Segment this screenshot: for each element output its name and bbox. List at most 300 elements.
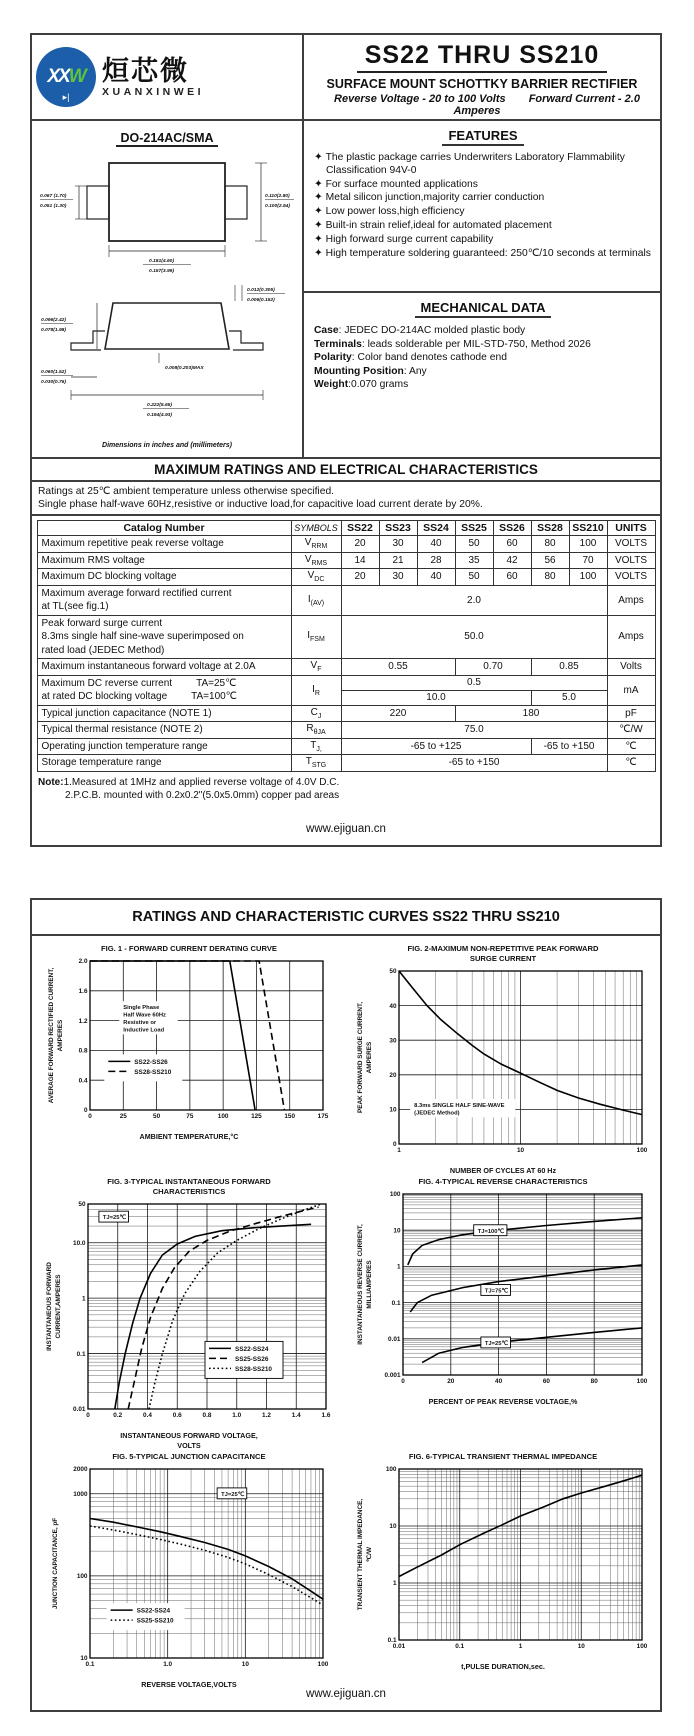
value-cell: 5.0 <box>531 690 607 705</box>
mechanical-key: Terminals <box>314 338 362 350</box>
value-cell: 30 <box>379 569 417 586</box>
row-label <box>37 722 291 739</box>
figure-1-forward-current-derating <box>44 944 334 1141</box>
column-header: SS210 <box>569 521 607 536</box>
label-text: Maximum average forward rectified current <box>41 587 232 599</box>
mechanical-row-4 <box>314 365 652 379</box>
note-1 <box>38 776 654 789</box>
package-name: DO-214AC/SMA <box>116 131 217 147</box>
package-outline-section <box>32 121 304 457</box>
feature-item-5 <box>314 220 652 233</box>
svg-text:0.1: 0.1 <box>85 1661 95 1668</box>
table-header-row <box>37 521 655 536</box>
feature-item-2 <box>314 179 652 192</box>
value-cell: 70 <box>569 552 607 569</box>
ratings-table <box>37 520 656 772</box>
row-label <box>37 755 291 772</box>
value-cell: 14 <box>341 552 379 569</box>
svg-text:0.2: 0.2 <box>112 1412 122 1419</box>
column-header: UNITS <box>607 521 655 536</box>
svg-text:75: 75 <box>186 1113 194 1120</box>
charts-grid <box>32 936 660 1689</box>
features-heading: FEATURES <box>442 128 523 146</box>
feature-item-6 <box>314 234 652 247</box>
header <box>32 35 660 121</box>
table-row <box>37 659 655 676</box>
forward-current-rating: Forward Current - 2.0 Amperes <box>453 93 640 117</box>
brand-name-latin: XUANXINWEI <box>102 86 205 98</box>
ratings-condition-1: Ratings at 25℃ ambient temperature unless otherwise specified. <box>38 486 335 497</box>
symbol-cell: $R_{\theta JA}$ <box>291 722 341 739</box>
value-cell: 0.5 <box>341 675 607 690</box>
value-cell: 20 <box>341 536 379 553</box>
svg-text:TJ=75℃: TJ=75℃ <box>484 1288 508 1295</box>
svg-text:TJ=25℃: TJ=25℃ <box>484 1340 508 1347</box>
feature-text: Metal silicon junction,majority carrier conduction <box>325 192 545 204</box>
svg-text:10: 10 <box>389 1523 397 1531</box>
svg-text:40: 40 <box>389 1002 397 1010</box>
svg-text:50: 50 <box>77 1201 85 1209</box>
row-label <box>37 536 291 553</box>
svg-text:SS25-SS26: SS25-SS26 <box>234 1355 268 1363</box>
svg-text:0.01: 0.01 <box>388 1336 401 1343</box>
svg-text:10: 10 <box>516 1147 525 1154</box>
footer-url-page2: www.ejiguan.cn <box>306 1688 386 1700</box>
svg-text:175: 175 <box>317 1113 329 1120</box>
feature-item-3 <box>314 192 652 205</box>
figure-6-transient-thermal-impedance <box>353 1452 653 1671</box>
column-header: Catalog Number <box>37 521 291 536</box>
svg-text:1: 1 <box>396 1263 401 1271</box>
svg-text:CURRENT,AMPERES: CURRENT,AMPERES <box>54 1274 62 1339</box>
table-row <box>37 536 655 553</box>
svg-text:INSTANTANEOUS REVERSE CURRENT,: INSTANTANEOUS REVERSE CURRENT, <box>357 1224 364 1345</box>
unit-cell: ℃ <box>607 738 655 755</box>
mechanical-row-1 <box>314 324 652 338</box>
table-row <box>37 738 655 755</box>
feature-text: The plastic package carries Underwriters Laboratory Flammability Classification 94V-0 <box>325 152 625 176</box>
condition-text: TA=25℃ <box>196 677 237 689</box>
fig3-chart <box>42 1197 337 1425</box>
note-label: Note: <box>38 776 64 788</box>
column-header: SS24 <box>417 521 455 536</box>
symbol-cell: $V_{RRM}$ <box>291 536 341 553</box>
value-cell: 40 <box>417 536 455 553</box>
svg-text:50: 50 <box>153 1113 161 1120</box>
symbol-cell: $C_J$ <box>291 705 341 722</box>
fig1-chart <box>44 954 334 1126</box>
table-row <box>37 755 655 772</box>
label-text: Maximum repetitive peak reverse voltage <box>41 538 224 549</box>
svg-text:0.1: 0.1 <box>455 1643 465 1650</box>
brand-name-chinese: 烜芯微 <box>102 56 189 86</box>
table-row <box>37 552 655 569</box>
svg-text:0.181(4.60): 0.181(4.60) <box>149 259 175 264</box>
datasheet-page-2 <box>30 898 662 1712</box>
value-cell: 60 <box>493 569 531 586</box>
svg-text:0.012(0.305): 0.012(0.305) <box>247 288 275 293</box>
feature-text: High temperature soldering guaranteed: 250℃/10 seconds at terminals <box>325 247 651 259</box>
fig6-xlabel: t,PULSE DURATION,sec. <box>461 1662 545 1671</box>
symbol-cell: $T_{STG}$ <box>291 755 341 772</box>
symbol-cell: $V_F$ <box>291 659 341 676</box>
svg-text:SS28-SS210: SS28-SS210 <box>134 1068 172 1076</box>
svg-text:(JEDEC Method): (JEDEC Method) <box>414 1110 460 1117</box>
table-row <box>37 585 655 615</box>
svg-text:1: 1 <box>392 1580 397 1588</box>
svg-text:100: 100 <box>389 1191 401 1199</box>
value-cell: -65 to +125 <box>341 738 531 755</box>
note-2: 2.P.C.B. mounted with 0.2x0.2"(5.0x5.0mm) copper pad areas <box>65 789 340 801</box>
svg-text:2.0: 2.0 <box>78 958 88 966</box>
value-cell: 50.0 <box>341 615 607 659</box>
svg-text:100: 100 <box>385 1466 397 1474</box>
value-cell: -65 to +150 <box>531 738 607 755</box>
svg-text:0: 0 <box>83 1107 88 1115</box>
table-row <box>37 675 655 690</box>
svg-text:0.6: 0.6 <box>172 1412 182 1419</box>
value-cell: 20 <box>341 569 379 586</box>
svg-text:0.110(2.80): 0.110(2.80) <box>265 194 290 199</box>
value-cell: 2.0 <box>341 585 607 615</box>
mechanical-data-section <box>304 293 660 457</box>
svg-text:80: 80 <box>590 1378 598 1385</box>
svg-text:0.067 (1.70): 0.067 (1.70) <box>40 194 67 199</box>
label-text: Maximum instantaneous forward voltage at 2.0A <box>41 661 256 672</box>
svg-text:8.3ms SINGLE HALF SINE-WAVE: 8.3ms SINGLE HALF SINE-WAVE <box>414 1103 505 1110</box>
value-cell: 220 <box>341 705 455 722</box>
feature-item-7 <box>314 248 652 261</box>
svg-text:0.01: 0.01 <box>72 1406 85 1414</box>
value-cell: 180 <box>455 705 607 722</box>
bullet-icon: ✦ <box>314 192 323 204</box>
mechanical-value: : JEDEC DO-214AC molded plastic body <box>338 325 526 336</box>
column-header: SYMBOLS <box>291 521 341 536</box>
svg-text:Half Wave 60Hz: Half Wave 60Hz <box>123 1012 166 1019</box>
ratings-tagline <box>304 93 660 117</box>
datasheet-page-1 <box>30 33 662 847</box>
figure-5-junction-capacitance <box>44 1452 334 1689</box>
logo-w-text: W <box>68 66 85 87</box>
fig1-xlabel: AMBIENT TEMPERATURE,°C <box>139 1132 239 1141</box>
svg-text:0.078(1.98): 0.078(1.98) <box>41 328 67 333</box>
label-text: rated load (JEDEC Method) <box>41 644 165 656</box>
brand-block <box>32 35 304 119</box>
bullet-icon: ✦ <box>314 152 323 163</box>
fig5-chart <box>44 1462 334 1674</box>
row-label <box>37 675 291 705</box>
label-text: Maximum DC reverse current <box>41 677 173 689</box>
mechanical-key: Case <box>314 325 339 336</box>
svg-text:10.0: 10.0 <box>72 1239 85 1247</box>
value-cell: 28 <box>417 552 455 569</box>
column-header: SS25 <box>455 521 493 536</box>
mechanical-key: Polarity <box>314 352 352 363</box>
value-cell: 100 <box>569 569 607 586</box>
svg-text:1.4: 1.4 <box>291 1412 301 1419</box>
bullet-icon: ✦ <box>314 206 323 218</box>
svg-text:0.157(3.99): 0.157(3.99) <box>149 269 175 274</box>
fig5-title: FIG. 5-TYPICAL JUNCTION CAPACITANCE <box>112 1452 266 1461</box>
row-label <box>37 738 291 755</box>
table-row <box>37 569 655 586</box>
svg-text:100: 100 <box>636 1378 648 1385</box>
unit-cell: pF <box>607 705 655 722</box>
svg-text:Inductive Load: Inductive Load <box>123 1027 165 1034</box>
svg-text:MILLIAMPERES: MILLIAMPERES <box>366 1260 373 1309</box>
fig3-title: CHARACTERISTICS <box>152 1187 226 1196</box>
svg-text:100: 100 <box>217 1113 229 1120</box>
condition-text: TA=100℃ <box>191 691 237 702</box>
svg-text:0.8: 0.8 <box>78 1047 88 1055</box>
label-text: Operating junction temperature range <box>41 740 208 752</box>
svg-text:TJ=100℃: TJ=100℃ <box>477 1228 505 1235</box>
svg-text:PEAK FORWARD SURGE CURRENT,: PEAK FORWARD SURGE CURRENT, <box>357 1001 364 1114</box>
label-text: 8.3ms single half sine-wave superimposed on <box>41 631 244 642</box>
svg-text:0.8: 0.8 <box>202 1412 211 1419</box>
label-text: Storage temperature range <box>41 757 162 768</box>
value-cell: 50 <box>455 569 493 586</box>
mechanical-row-2 <box>314 338 652 352</box>
svg-text:150: 150 <box>284 1113 296 1120</box>
row-label <box>37 585 291 615</box>
feature-item-4 <box>314 206 652 219</box>
svg-text:1.0: 1.0 <box>163 1661 173 1668</box>
svg-text:100: 100 <box>317 1661 329 1668</box>
svg-text:0.01: 0.01 <box>392 1643 406 1650</box>
value-cell: 75.0 <box>341 722 607 739</box>
row-label <box>37 659 291 676</box>
ratings-condition-2: Single phase half-wave 60Hz,resistive or inductive load,for capacitive load current derate by 20%. <box>38 499 483 510</box>
value-cell: 100 <box>569 536 607 553</box>
fig2-chart <box>353 964 653 1160</box>
reverse-voltage-range: Reverse Voltage - 20 to 100 Volts <box>334 93 506 105</box>
value-cell: 21 <box>379 552 417 569</box>
feature-text: Low power loss,high efficiency <box>325 206 465 218</box>
curves-section-heading: RATINGS AND CHARACTERISTIC CURVES SS22 THRU SS210 <box>32 900 660 936</box>
ratings-section-heading: MAXIMUM RATINGS AND ELECTRICAL CHARACTERISTICS <box>32 459 660 482</box>
svg-text:0.006(0.152): 0.006(0.152) <box>247 298 275 303</box>
svg-text:1.0: 1.0 <box>231 1412 241 1419</box>
svg-text:Single Phase: Single Phase <box>123 1005 160 1012</box>
mechanical-value: : Color band denotes cathode end <box>351 352 507 363</box>
package-drawing <box>39 147 295 419</box>
ratings-conditions <box>32 482 660 516</box>
svg-text:1: 1 <box>397 1147 401 1154</box>
unit-cell: mA <box>607 675 655 705</box>
svg-text:0.194(4.93): 0.194(4.93) <box>147 413 173 418</box>
column-header: SS26 <box>493 521 531 536</box>
mechanical-value: : leads solderable per MIL-STD-750, Method 2026 <box>361 338 591 350</box>
svg-text:1.2: 1.2 <box>78 1017 88 1025</box>
label-text: Maximum DC blocking voltage <box>41 571 177 582</box>
feature-text: High forward surge current capability <box>325 233 494 245</box>
column-header: SS22 <box>341 521 379 536</box>
feature-text: Built-in strain relief,ideal for automated placement <box>325 219 552 231</box>
svg-text:100: 100 <box>76 1573 88 1581</box>
svg-text:0.030(0.76): 0.030(0.76) <box>41 380 67 385</box>
svg-text:0.4: 0.4 <box>142 1412 152 1419</box>
mechanical-row-5 <box>314 378 652 392</box>
bullet-icon: ✦ <box>314 178 323 190</box>
row-label <box>37 705 291 722</box>
svg-text:10: 10 <box>389 1106 397 1114</box>
mechanical-heading: MECHANICAL DATA <box>415 300 552 318</box>
symbol-cell: $V_{RMS}$ <box>291 552 341 569</box>
svg-text:AVERAGE FORWARD RECTIFIED CURR: AVERAGE FORWARD RECTIFIED CURRENT, <box>48 967 55 1104</box>
mechanical-value: :0.070 grams <box>348 379 409 390</box>
unit-cell: Amps <box>607 585 655 615</box>
fig4-chart <box>353 1187 653 1391</box>
svg-text:1000: 1000 <box>73 1490 88 1498</box>
svg-text:0.1: 0.1 <box>391 1299 401 1307</box>
table-row <box>37 722 655 739</box>
svg-text:0.051 (1.30): 0.051 (1.30) <box>40 204 67 209</box>
value-cell: 0.55 <box>341 659 455 676</box>
svg-text:125: 125 <box>251 1113 262 1120</box>
mechanical-value: : Any <box>403 365 427 377</box>
column-header: SS23 <box>379 521 417 536</box>
svg-text:0.1: 0.1 <box>76 1350 85 1358</box>
value-cell: 0.70 <box>455 659 531 676</box>
fig6-title: FIG. 6-TYPICAL TRANSIENT THERMAL IMPEDANCE <box>408 1452 598 1461</box>
value-cell: 0.85 <box>531 659 607 676</box>
logo-xx-text: XX <box>47 66 69 87</box>
symbol-cell: $T_{J,}$ <box>291 738 341 755</box>
unit-cell: Amps <box>607 615 655 659</box>
svg-text:30: 30 <box>389 1037 397 1045</box>
fig4-title: FIG. 4-TYPICAL REVERSE CHARACTERISTICS <box>418 1177 588 1186</box>
table-notes <box>32 772 660 802</box>
bullet-icon: ✦ <box>314 247 323 259</box>
fig3-xlabel: VOLTS <box>177 1441 201 1450</box>
note-1-text: 1.Measured at 1MHz and applied reverse voltage of 4.0V D.C. <box>63 776 340 788</box>
device-subtitle: SURFACE MOUNT SCHOTTKY BARRIER RECTIFIER <box>326 77 638 91</box>
svg-text:60: 60 <box>542 1378 550 1385</box>
svg-text:40: 40 <box>495 1378 503 1385</box>
svg-text:AMPERES: AMPERES <box>57 1019 64 1052</box>
fig3-title: FIG. 3-TYPICAL INSTANTANEOUS FORWARD <box>107 1177 271 1186</box>
svg-text:100: 100 <box>636 1147 648 1154</box>
features-list <box>314 152 652 260</box>
svg-text:10: 10 <box>80 1655 88 1663</box>
svg-text:0: 0 <box>88 1113 92 1120</box>
fig6-chart <box>353 1462 653 1656</box>
svg-text:25: 25 <box>119 1113 127 1120</box>
figure-2-peak-forward-surge-current <box>353 944 653 1175</box>
svg-text:0.4: 0.4 <box>78 1077 88 1085</box>
table-row <box>37 705 655 722</box>
row-label <box>37 615 291 659</box>
company-logo-icon <box>36 47 96 107</box>
svg-text:JUNCTION CAPACITANCE, pF: JUNCTION CAPACITANCE, pF <box>52 1517 59 1610</box>
part-number-title: SS22 THRU SS210 <box>364 41 600 69</box>
label-text: at TL(see fig.1) <box>41 601 109 612</box>
value-cell: 35 <box>455 552 493 569</box>
row-label <box>37 552 291 569</box>
svg-text:SS22-SS26: SS22-SS26 <box>134 1058 168 1066</box>
footer-url-page1: www.ejiguan.cn <box>306 823 386 835</box>
value-cell: 80 <box>531 536 569 553</box>
symbol-cell: $I_R$ <box>291 675 341 705</box>
table-row <box>37 615 655 659</box>
svg-text:0.100(2.54): 0.100(2.54) <box>265 204 291 209</box>
svg-text:1.6: 1.6 <box>321 1412 330 1419</box>
svg-text:20: 20 <box>447 1378 455 1385</box>
svg-text:INSTANTANEOUS FORWARD: INSTANTANEOUS FORWARD <box>45 1262 53 1351</box>
svg-text:TRANSIENT THERMAL IMPEDANCE,: TRANSIENT THERMAL IMPEDANCE, <box>357 1498 364 1611</box>
label-text: Typical junction capacitance (NOTE 1) <box>41 707 212 719</box>
value-cell: 60 <box>493 536 531 553</box>
fig2-title: FIG. 2-MAXIMUM NON-REPETITIVE PEAK FORWARD <box>407 944 599 953</box>
mechanical-key: Weight <box>314 379 349 390</box>
symbol-cell: $V_{DC}$ <box>291 569 341 586</box>
svg-text:0.096(2.42): 0.096(2.42) <box>41 318 67 323</box>
svg-text:1: 1 <box>81 1295 85 1303</box>
feature-text: For surface mounted applications <box>325 178 478 190</box>
figure-3-instantaneous-forward-characteristics <box>42 1177 337 1450</box>
svg-text:0: 0 <box>392 1141 397 1149</box>
value-cell: 80 <box>531 569 569 586</box>
value-cell: 56 <box>531 552 569 569</box>
svg-text:0.001: 0.001 <box>384 1372 401 1380</box>
svg-text:SS22-SS24: SS22-SS24 <box>136 1607 171 1615</box>
fig1-title: FIG. 1 - FORWARD CURRENT DERATING CURVE <box>101 944 277 953</box>
svg-text:100: 100 <box>636 1643 648 1650</box>
svg-text:1.2: 1.2 <box>261 1412 271 1419</box>
svg-text:1.6: 1.6 <box>78 988 88 995</box>
value-cell: 10.0 <box>341 690 531 705</box>
value-cell: 30 <box>379 536 417 553</box>
label-text: at rated DC blocking voltage <box>41 691 168 702</box>
bullet-icon: ✦ <box>314 233 323 245</box>
bullet-icon: ✦ <box>314 219 323 231</box>
unit-cell: VOLTS <box>607 569 655 586</box>
row-label <box>37 569 291 586</box>
mechanical-row-3 <box>314 351 652 365</box>
svg-text:0.222(5.65): 0.222(5.65) <box>147 403 173 408</box>
svg-text:1: 1 <box>518 1643 523 1650</box>
svg-text:0: 0 <box>401 1378 405 1385</box>
svg-text:0.008(0.203)MAX: 0.008(0.203)MAX <box>165 366 204 371</box>
label-text: Typical thermal resistance (NOTE 2) <box>41 724 203 735</box>
symbol-cell: $I_{FSM}$ <box>291 615 341 659</box>
fig2-title: SURGE CURRENT <box>469 954 537 963</box>
svg-text:0: 0 <box>85 1412 90 1419</box>
svg-text:0.060(1.52): 0.060(1.52) <box>41 370 67 375</box>
svg-text:10: 10 <box>393 1227 401 1235</box>
diode-symbol-icon: ▸| <box>62 92 70 102</box>
svg-text:2000: 2000 <box>73 1466 88 1474</box>
svg-text:℃/W: ℃/W <box>366 1547 373 1562</box>
value-cell: 50 <box>455 536 493 553</box>
svg-text:SS28-SS210: SS28-SS210 <box>234 1365 272 1373</box>
svg-text:TJ=25℃: TJ=25℃ <box>102 1215 126 1222</box>
mechanical-key: Mounting Position <box>314 365 404 377</box>
fig2-xlabel: NUMBER OF CYCLES AT 60 Hz <box>449 1166 557 1175</box>
svg-text:TJ=25℃: TJ=25℃ <box>221 1491 245 1498</box>
unit-cell: ℃ <box>607 755 655 772</box>
features-section <box>304 121 660 293</box>
fig3-xlabel: INSTANTANEOUS FORWARD VOLTAGE, <box>120 1431 258 1440</box>
value-cell: -65 to +150 <box>341 755 607 772</box>
fig5-xlabel: REVERSE VOLTAGE,VOLTS <box>141 1680 237 1689</box>
figure-4-reverse-characteristics <box>353 1177 653 1406</box>
column-header: SS28 <box>531 521 569 536</box>
svg-text:10: 10 <box>577 1643 585 1650</box>
label-text: Maximum RMS voltage <box>41 554 145 566</box>
value-cell: 40 <box>417 569 455 586</box>
